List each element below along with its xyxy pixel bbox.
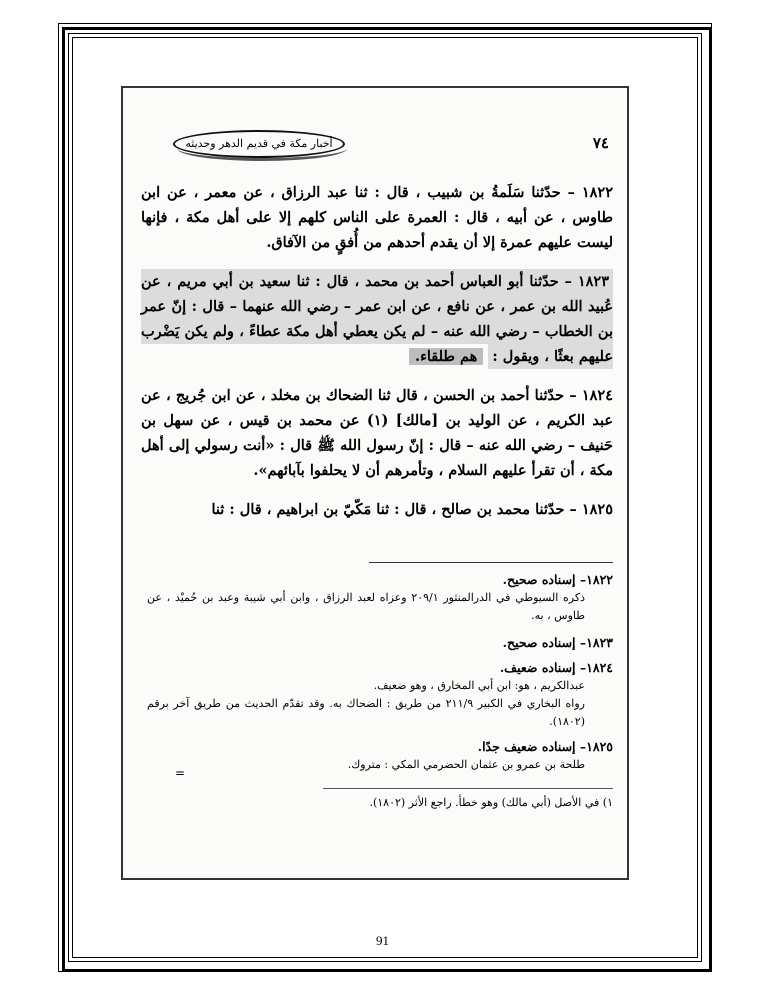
hadith-1823 bbox=[141, 269, 613, 369]
hadith-1825: ١٨٢٥ – حدّثنا محمد بن صالح ، قال : ثنا مَكّيّ بن ابراهيم ، قال : ثنا bbox=[211, 501, 613, 518]
page-header bbox=[133, 124, 617, 164]
note-1825-head: ١٨٢٥– إسناده ضعيف جدًا. bbox=[477, 739, 613, 754]
note-1824-head: ١٨٢٤– إسناده ضعيف. bbox=[499, 660, 613, 675]
footnote-separator bbox=[323, 788, 613, 789]
main-text bbox=[141, 180, 613, 536]
notes bbox=[147, 566, 613, 774]
scanned-page bbox=[121, 86, 629, 880]
note-1824-text-1: عبدالكريم ، هو: ابن أبي المخارق ، وهو ضعيف. bbox=[373, 679, 585, 692]
hadith-1824: ١٨٢٤ – حدّثنا أحمد بن الحسن ، قال ثنا الضحاك بن مخلد ، عن ابن جُريج ، عن عبد الكريم ، عن الوليد بن [مالك] (١) عن محمد بن قيس ، عن سهل بن حَنيف – رضي الله عنه – قال : إنّ رسول الله ﷺ قال : «أنت رسولي إلى أهل مكة ، أن تقرأ عليهم السلام ، وتأمرهم أن لا يحلفوا بآبائهم». bbox=[141, 387, 613, 479]
running-title: أخبار مكة في قديم الدهر وحديثه bbox=[173, 130, 345, 158]
note-1825-text: طلحة بن عمرو بن عثمان الحضرمي المكي : متروك. bbox=[347, 758, 585, 771]
notes-separator bbox=[369, 562, 613, 563]
note-1822-text: ذكره السيوطي في الدرالمنثور ٢٠٩/١ وعزاه لعبد الرزاق ، وابن أبي شيبة وعبد بن حُميْد ، عن طاوس ، به. bbox=[147, 591, 586, 622]
note-1824-text-2: رواه البخاري في الكبير ٢١١/٩ من طريق : الضحاك به. وقد تقدّم الحديث من طريق آخر برقم (١٨٠٢). bbox=[147, 697, 585, 728]
note-1822-head: ١٨٢٢– إسناده صحيح. bbox=[502, 572, 613, 587]
page-number: ٧٤ bbox=[592, 134, 609, 152]
continuation-mark: = bbox=[175, 766, 186, 780]
footnote: ١) في الأصل (أبي مالك) وهو خطأ. راجع الأثر (١٨٠٢). bbox=[369, 796, 613, 809]
pdf-page-number: 91 bbox=[376, 933, 389, 948]
boxed-phrase: هم طلقاء. bbox=[409, 348, 483, 365]
note-1823-head: ١٨٢٣– إسناده صحيح. bbox=[502, 635, 613, 650]
hadith-1822: ١٨٢٢ – حدّثنا سَلَمةُ بن شبيب ، قال : ثنا عبد الرزاق ، عن معمر ، عن ابن طاوس ، عن أبيه ، قال : العمرة على الناس كلهم إلا على أهل مكة ، فإنها ليست عليهم عمرة إلا أن يقدم أحدهم من أُفقٍ من الآفاق. bbox=[141, 184, 613, 251]
highlight-1823: ١٨٢٣ – حدّثنا أبو العباس أحمد بن محمد ، قال : ثنا سعيد بن أبي مريم ، عن عُبيد الله بن عمر ، عن نافع ، عن ابن عمر – رضي الله عنهما – قال : إنّ عمر بن الخطاب – رضي الله عنه – لم يكن يعطي أهل مكة عطاءً ، ولم يكن يَضْرب عليهم بعثًا ، ويقول : bbox=[141, 269, 613, 369]
